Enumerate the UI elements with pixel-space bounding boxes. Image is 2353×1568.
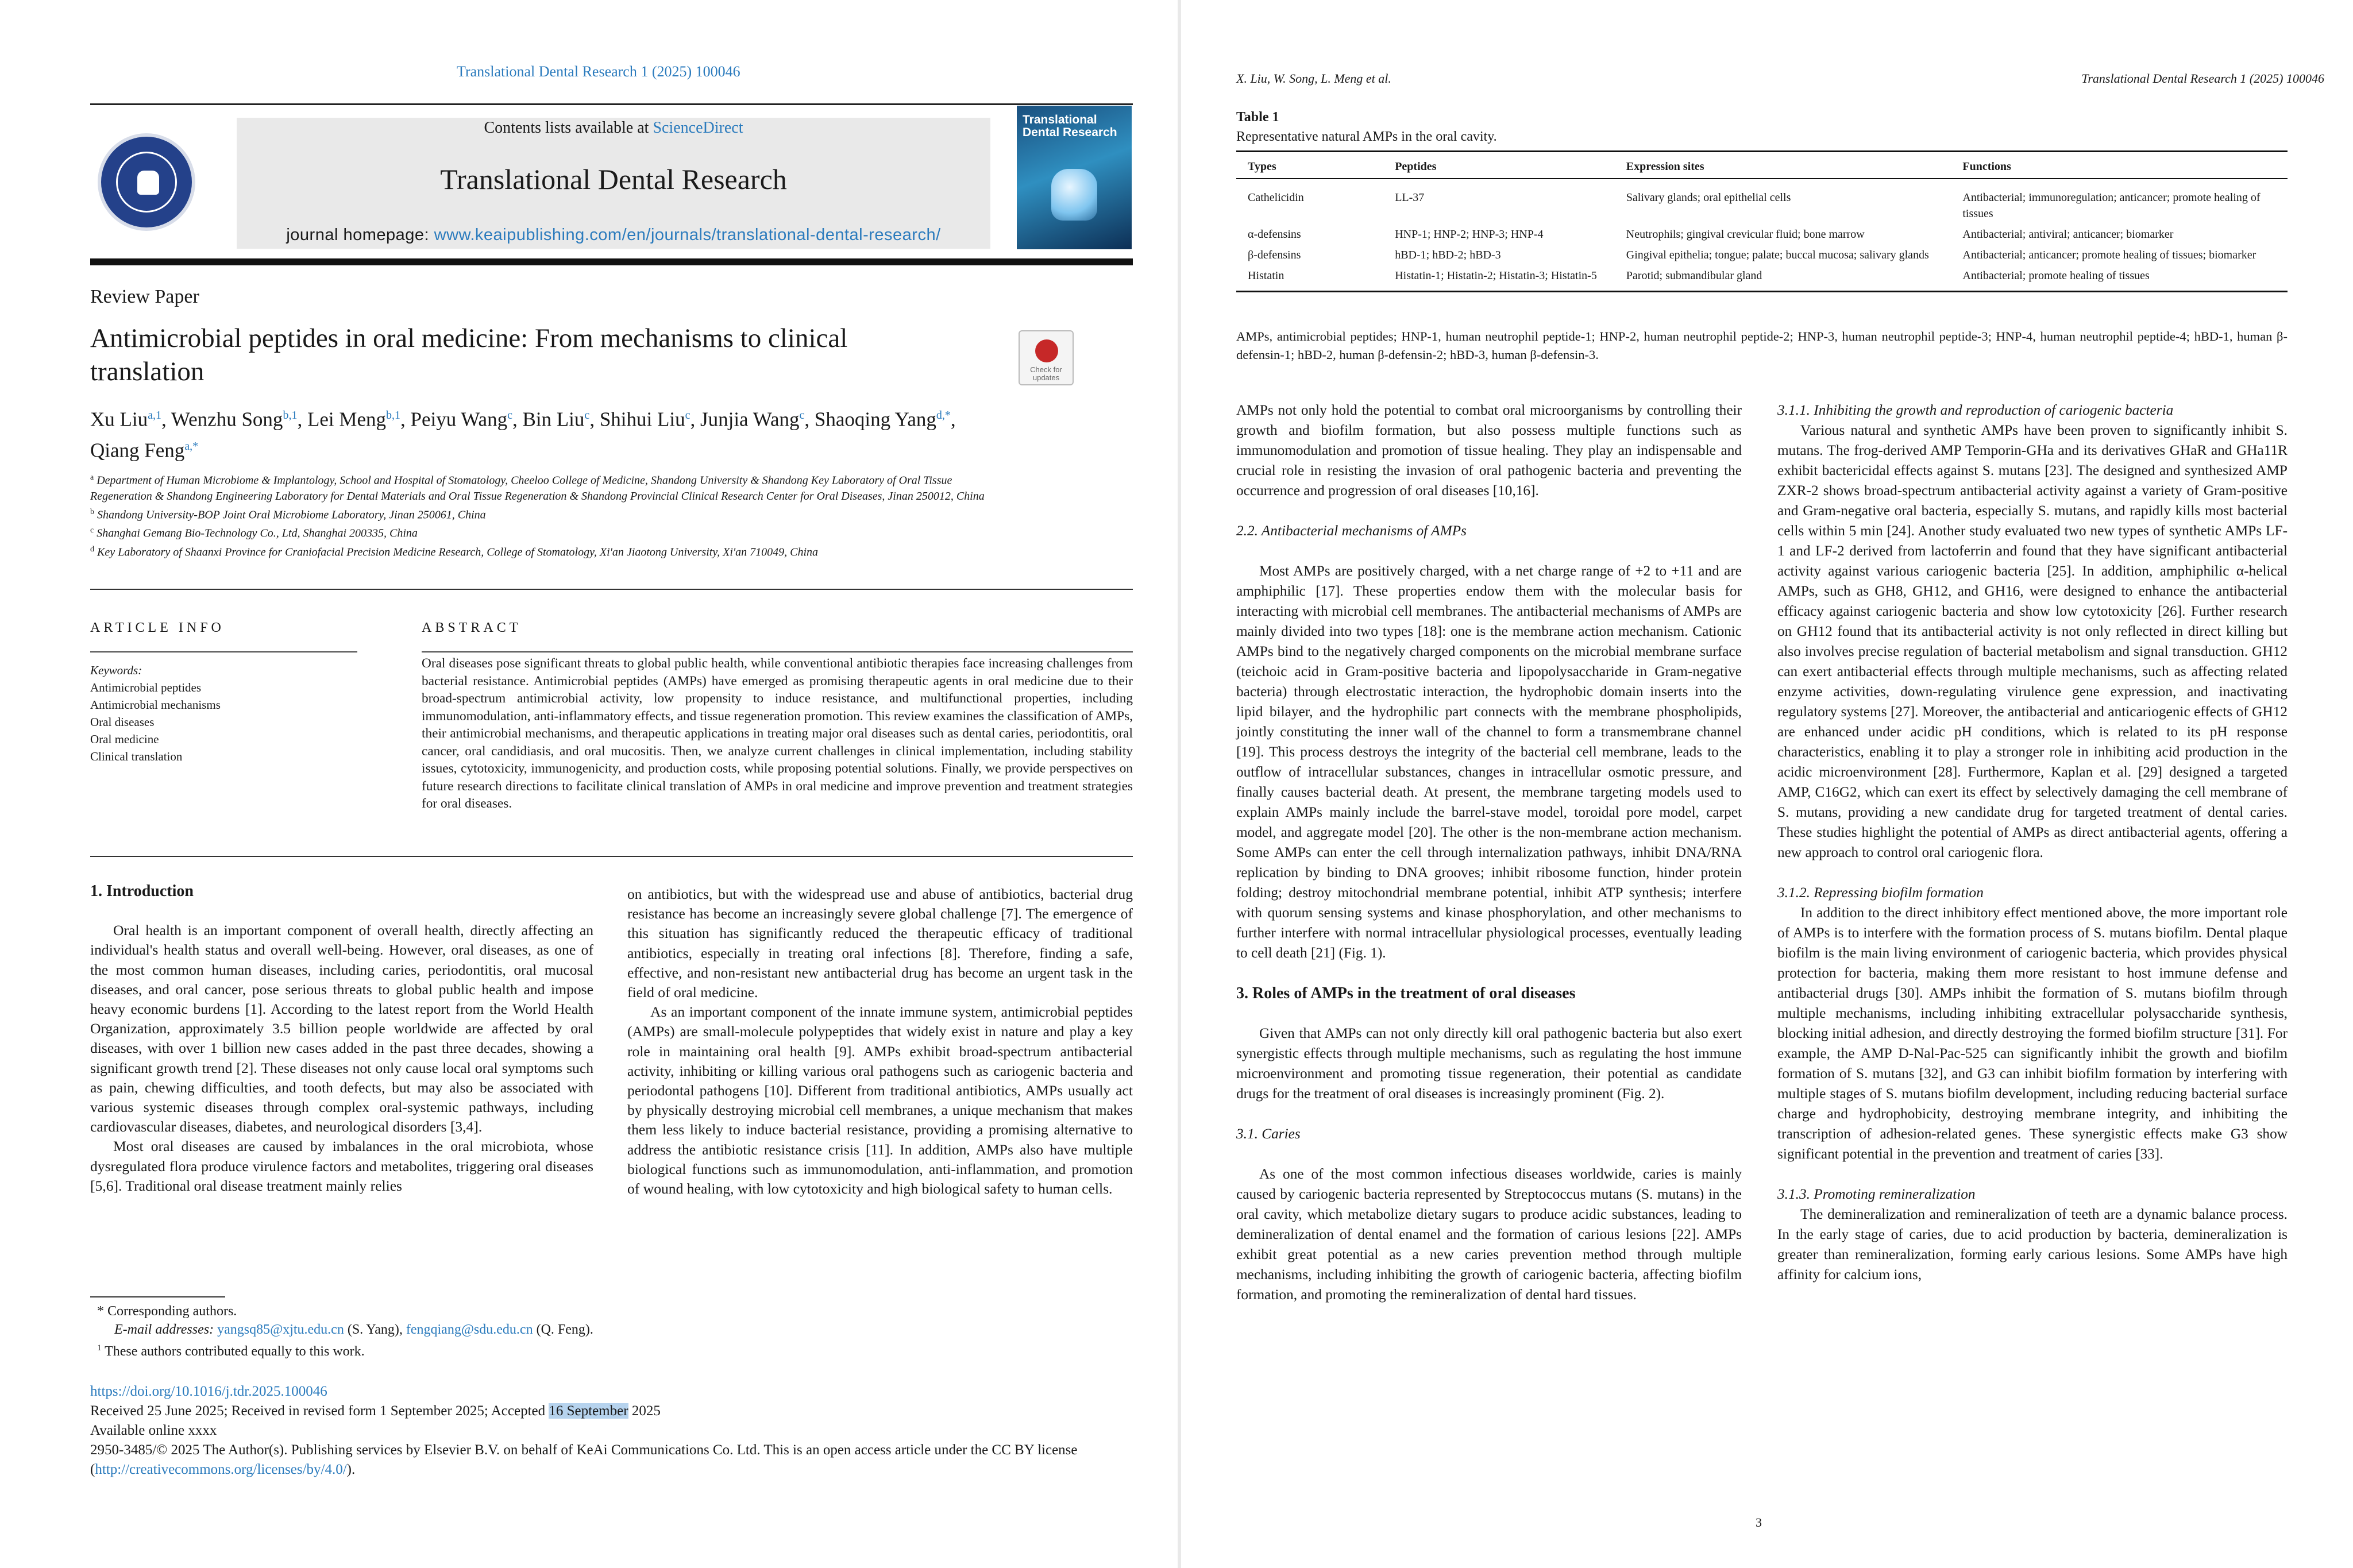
received-year: 2025 (628, 1403, 661, 1419)
author-affiliation-marker[interactable]: c (584, 409, 590, 422)
intro-column-2 (627, 885, 1133, 1199)
doi-link[interactable]: https://doi.org/10.1016/j.tdr.2025.100046 (90, 1384, 327, 1399)
license-link[interactable]: http://creativecommons.org/licenses/by/4.0/ (95, 1462, 347, 1477)
email-owner: (Q. Feng). (533, 1322, 593, 1337)
email-link[interactable]: yangsq85@xjtu.edu.cn (217, 1322, 344, 1337)
available-line: Available online xxxx (90, 1423, 217, 1438)
divider (422, 651, 1133, 652)
table-cell: β-defensins (1248, 249, 1301, 261)
section-heading: 2.2. Antibacterial mechanisms of AMPs (1236, 523, 1467, 539)
table-row (1236, 244, 2288, 264)
cover-tooth-icon (1051, 169, 1097, 221)
table-cell: Histatin (1236, 264, 1383, 292)
article-info-heading: ARTICLE INFO (90, 620, 225, 635)
journal-reference[interactable]: Translational Dental Research 1 (2025) 100046 (457, 63, 740, 80)
author-name: Peiyu Wang (410, 408, 508, 431)
keyword-item: Oral medicine (90, 732, 159, 746)
email-link[interactable]: fengqiang@sdu.edu.cn (406, 1322, 533, 1337)
journal-banner (237, 118, 990, 249)
author-affiliation-marker[interactable]: c (799, 409, 805, 422)
table-row (1236, 264, 2288, 292)
affiliation-text: Key Laboratory of Shaanxi Province for Craniofacial Precision Medicine Research, College of Stomatology, Xi'an Jiaotong University, Xi'an 710049, China (97, 546, 819, 559)
table-cell: Salivary glands; oral epithelial cells (1626, 191, 1791, 204)
affiliations (90, 470, 1009, 561)
affiliation-text: Shanghai Gemang Bio-Technology Co., Ltd, Shanghai 200335, China (97, 527, 418, 540)
author-separator: , (589, 408, 600, 431)
section-heading: 3. Roles of AMPs in the treatment of oral diseases (1236, 984, 1576, 1002)
footnote-email (90, 1320, 1133, 1339)
contents-line (237, 119, 990, 137)
license-end: ). (346, 1462, 356, 1477)
paragraph: Most oral diseases are caused by imbalances in the oral microbiota, whose dysregulated flora produce virulence factors and metabolites, triggering oral diseases [5,6]. Traditional oral disease treatment mainly relies (90, 1138, 593, 1194)
homepage-link[interactable]: www.keaipublishing.com/en/journals/translational-dental-research/ (434, 226, 941, 244)
author-separator: , (950, 408, 956, 431)
affiliation (90, 504, 1009, 523)
author-name: Wenzhu Song (171, 408, 283, 431)
section-heading: 1. Introduction (90, 882, 194, 900)
keywords-label: Keywords: (90, 663, 142, 677)
page-number: 3 (1756, 1515, 1762, 1530)
paragraph: Oral health is an important component of overall health, directly affecting an individual's health status and overall well-being. However, oral diseases, as one of the most common human diseases, including caries, periodontitis, oral mucosal diseases, and oral cancer, pose serious threats to global public health and impose heavy economic burdens [1]. According to the latest report from the World Health Organization, approximately 3.5 billion people worldwide are affected by oral diseases, with over 1 billion new cases added in the past three decades, showing a significant growth trend [2]. These diseases not only cause local oral symptoms such as pain, chewing difficulties, and tooth defects, but may also be associated with various systemic diseases through complex oral-systemic pathways, including cardiovascular diseases, diabetes, and neurological disorders [3,4]. (90, 922, 593, 1136)
table-cell: Antibacterial; anticancer; promote healing of tissues; biomarker (1962, 249, 2256, 261)
author-name: Shihui Liu (599, 408, 685, 431)
author-list (90, 402, 981, 464)
sciencedirect-link[interactable]: ScienceDirect (653, 119, 743, 137)
affiliation-text: Department of Human Microbiome & Implantology, School and Hospital of Stomatology, Cheeloo College of Medicine, Shandong University & Shandong Key Laboratory of Oral Tissue Regeneration & Shandong Engineering Laboratory for Dental Materials and Oral Tissue Regeneration & Shandong Provincial Clinical Research Center for Oral Diseases, Jinan 250012, China (90, 474, 985, 503)
author-name: Junjia Wang (700, 408, 800, 431)
license-line (90, 1440, 1133, 1480)
table-cell: Neutrophils; gingival crevicular fluid; bone marrow (1626, 228, 1865, 241)
paragraph: As one of the most common infectious diseases worldwide, caries is mainly caused by cariogenic bacteria represented by Streptococcus mutans (S. mutans) in the oral cavity, which metabolize dietary sugars to produce acidic substances, leading to demineralization of dental enamel and the formation of carious lesions [22]. AMPs exhibit great potential as a new caries prevention method through multiple mechanisms, including inhibiting the growth of cariogenic bacteria, affecting biofilm formation, and promoting the remineralization of dental hard tissues. (1236, 1166, 1742, 1303)
paragraph: In addition to the direct inhibitory effect mentioned above, the more important role of AMPs is to interfere with the formation process of S. mutans biofilm. Dental plaque biofilm is the main living environment of cariogenic bacteria, which provides physical protection for bacteria, making them more resistant to host immune defense and antibacterial drugs [30]. AMPs inhibit the formation of S. mutans biofilm through multiple mechanisms, including inhibiting extracellular polysaccharide synthesis, blocking initial adhesion, and directly destroying the formed biofilm structure [31]. For example, the AMP D-Nal-Pac-525 can significantly inhibit the growth and biofilm formation of S. mutans [32], and G3 can inhibit biofilm formation by interfering with multiple stages of S. mutans biofilm development, including reducing bacterial surface charge and hydrophobicity, destroying membrane integrity, and inhibiting the transcription of adhesion-related genes. These synergistic effects make G3 show significant potential in the prevention and treatment of caries [33]. (1777, 905, 2288, 1162)
footnotes (90, 1302, 1133, 1361)
table-cell: LL-37 (1395, 191, 1425, 204)
amp-table (1236, 150, 2288, 292)
affiliation-marker: c (90, 526, 94, 535)
keyword-item: Antimicrobial mechanisms (90, 698, 221, 712)
table-cell: Histatin-1; Histatin-2; Histatin-3; Histatin-5 (1383, 264, 1615, 292)
author-affiliation-marker[interactable]: a,* (184, 439, 199, 453)
author-name: Xu Liu (90, 408, 148, 431)
table-cell: HNP-1; HNP-2; HNP-3; HNP-4 (1395, 228, 1544, 241)
paragraph: As an important component of the innate immune system, antimicrobial peptides (AMPs) are small-molecule polypeptides that widely exist in nature and play a key role in maintaining oral health [9]. AMPs exhibit broad-spectrum antibacterial activity, inhibiting or killing various oral pathogens such as cariogenic bacteria and periodontal pathogens [10]. Different from traditional antibiotics, AMPs usually act by physically destroying microbial cell membranes, a unique mechanism that makes them less likely to induce bacterial resistance, providing a promising alternative to address the antibiotic resistance crisis [11]. In addition, AMPs also have multiple biological functions such as immunomodulation, anti-inflammation, and promotion of wound healing, with low cytotoxicity and high biological safety to human cells. (627, 1003, 1133, 1198)
divider (90, 103, 1133, 105)
author-separator: , (690, 408, 700, 431)
footnote-equal: $^1$ These authors contributed equally to this work. (97, 1343, 365, 1359)
table-cell: Parotid; submandibular gland (1615, 264, 1951, 292)
check-for-updates-button[interactable] (1019, 330, 1074, 385)
table-cell: Antibacterial; antiviral; anticancer; biomarker (1962, 228, 2174, 241)
footnote-text: These authors contributed equally to this work. (105, 1344, 365, 1359)
author-separator: , (512, 408, 523, 431)
author-affiliation-marker[interactable]: c (685, 409, 691, 422)
tooth-icon (137, 171, 159, 195)
keyword-item: Clinical translation (90, 750, 183, 763)
keyword-item: Antimicrobial peptides (90, 681, 202, 694)
table-row (1236, 179, 2288, 223)
journal-cover[interactable] (1017, 106, 1132, 249)
section-heading: 3.1.3. Promoting remineralization (1777, 1186, 1976, 1202)
affiliation-marker: a (90, 473, 94, 482)
table-cell: Antibacterial; immunoregulation; anticancer; promote healing of tissues (1962, 191, 2261, 220)
author-affiliation-marker[interactable]: a,1 (148, 409, 162, 422)
footnote-divider (90, 1296, 225, 1297)
homepage-line (237, 226, 990, 245)
divider-thick (90, 258, 1133, 265)
divider (90, 651, 357, 652)
paragraph: Given that AMPs can not only directly kill oral pathogenic bacteria but also exert synergistic effects through multiple mechanisms, such as regulating the host immune microenvironment and promoting tissue regeneration, their potential as candidate drugs for the treatment of oral diseases is increasingly prominent (Fig. 2). (1236, 1025, 1742, 1102)
author-affiliation-marker[interactable]: b,1 (283, 409, 298, 422)
affiliation-text: Shandong University-BOP Joint Oral Microbiome Laboratory, Jinan 250061, China (97, 508, 486, 522)
table-caption-text: Representative natural AMPs in the oral cavity. (1236, 129, 1497, 144)
paragraph: Most AMPs are positively charged, with a net charge range of +2 to +11 and are amphiphilic [17]. These properties endow them with the molecular basis for interacting with microbial cell membranes. The antibacterial mechanisms of AMPs are mainly divided into two types [18]: one is the membrane action mechanism. Cationic AMPs bind to the negatively charged components on the microbial membrane surface (teichoic acid in Gram-positive bacteria and lipopolysaccharide in Gram-negative bacteria) through electrostatic interaction, the hydrophobic domain inserts into the lipid bilayer, and the hydrophilic part connects with the membrane phospholipids, jointly constituting the inner wall of the channel to form a transmembrane channel [19]. This process destroys the integrity of the bacterial cell membrane, leads to the outflow of intracellular substances, changes in intracellular osmotic pressure, and finally causes bacterial death. At present, the membrane targeting models used to explain AMPs mainly include the barrel-stave model, toroidal pore model, carpet model, and aggregate model [20]. The other is the non-membrane action mechanism. Some AMPs can enter the cell through internalization pathways, inhibit DNA/RNA replication by binding to DNA grooves; inhibit ribosome function, hinder protein folding; destroy mitochondrial membrane potential, inhibit ATP synthesis; interfere with quorum sensing systems and kinase phosphorylation, and other mechanisms to further interfere with normal intracellular physiological processes, eventually leading to cell death [21] (Fig. 1). (1236, 563, 1742, 961)
table-header: Types (1236, 152, 1383, 179)
cover-title-line1: Translational (1023, 113, 1097, 126)
table-cell: Antibacterial; promote healing of tissues (1951, 264, 2288, 292)
author-affiliation-marker[interactable]: c (507, 409, 512, 422)
author-separator: , (400, 408, 411, 431)
update-badge-icon (1035, 339, 1058, 362)
right-column-1 (1236, 400, 1742, 1305)
author-separator: , (161, 408, 171, 431)
paragraph: Various natural and synthetic AMPs have been proven to significantly inhibit S. mutans. The frog-derived AMP Temporin-GHa and its derivatives GHaR and GHa11R exhibit bactericidal effects against S. mutans [23]. The designed and synthesized AMP ZXR-2 shows broad-spectrum antibacterial activity against a variety of Gram-positive and Gram-negative oral bacteria, especially S. mutans, and rapidly kills most bacterial cells within 5 min [24]. Another study evaluated two new types of synthetic AMPs LF-1 and LF-2 derived from lactoferrin and found that they have significant antibacterial activity against various cariogenic bacteria [25]. In addition, amphiphilic α-helical AMPs, such as GH8, GH12, and GH16, were designed to enhance the antibacterial efficacy against cariogenic bacteria and show low cytotoxicity [26]. Further research on GH12 found that its antibacterial activity is not only reflected in direct killing but also involves precise regulation of bacterial metabolism and signal transduction. GH12 can exert antibacterial effects through multiple mechanisms, such as affecting related enzyme activities, down-regulating virulence gene expression, and inactivating regulatory systems [27]. Moreover, the antibacterial and anticariogenic effects of GH12 are enhanced under acidic pH conditions, which is related to its pH response characteristics, enabling it to play a stronger role in inhibiting acid production in the acidic microenvironment [28]. Furthermore, Kaplan et al. [29] designed a targeted AMP, C16G2, which can exert its effect by selectively damaging the cell membrane of S. mutans, providing a new candidate drug for targeted treatment of dental caries. These studies highlight the potential of AMPs as direct antibacterial agents, offering a new approach to control oral cariogenic flora. (1777, 422, 2288, 860)
check-updates-label: Check for updates (1030, 365, 1062, 382)
publisher-logo-icon (98, 133, 195, 231)
author-name: Lei Meng (307, 408, 386, 431)
journal-name: Translational Dental Research (440, 163, 787, 195)
article-history (90, 1382, 1133, 1480)
keywords-block (90, 662, 221, 765)
paragraph: The demineralization and remineralization of teeth are a dynamic balance process. In the early stage of caries, due to acid production by bacteria, demineralization is greater than remineralization, forming early carious lesions. Some AMPs have high affinity for calcium ions, (1777, 1206, 2288, 1283)
author-separator: , (804, 408, 815, 431)
paragraph: on antibiotics, but with the widespread use and abuse of antibiotics, bacterial drug resistance has become an increasingly severe global challenge [7]. The emergence of this situation has significantly reduced the therapeutic efficacy of traditional antibiotics, especially in treating oral infections [8]. Therefore, finding a safe, effective, and non-resistant new antibacterial drug has become an urgent task in the field of oral medicine. (627, 886, 1133, 1001)
keyword-item: Oral diseases (90, 715, 155, 729)
table-header-row (1236, 152, 2288, 179)
logo-ring (116, 152, 177, 213)
right-column-2 (1777, 400, 2288, 1285)
author-separator: , (297, 408, 307, 431)
author-affiliation-marker[interactable]: d,* (936, 409, 951, 422)
highlighted-selection[interactable]: 16 September (549, 1403, 628, 1419)
email-owner: (S. Yang), (344, 1322, 406, 1337)
abstract-text: Oral diseases pose significant threats to global public health, while conventional antibiotic therapies face increasing challenges from bacterial resistance. Antimicrobial peptides (AMPs) have emerged as promising therapeutic agents in oral medicine due to their broad-spectrum antimicrobial activity, low propensity to induce resistance, and multifunctional properties, including immunomodulation, anti-inflammatory effects, and tissue regeneration promotion. This review examines the classification of AMPs, their antimicrobial mechanisms, and therapeutic applications in treating major oral diseases such as dental caries, periodontitis, oral cancer, oral candidiasis, and oral mucositis. Then, we analyze current challenges in clinical implementation, including stability issues, cytotoxicity, immunogenicity, and production costs, while proposing potential solutions. Finally, we provide perspectives on future research directions to facilitate clinical translation of AMPs in oral medicine and improve prevention and treatment strategies for oral diseases. (422, 656, 1133, 811)
table-cell: Gingival epithelia; tongue; palate; buccal mucosa; salivary glands (1626, 249, 1929, 261)
table-footnote: AMPs, antimicrobial peptides; HNP-1, human neutrophil peptide-1; HNP-2, human neutrophil peptide-2; HNP-3, human neutrophil peptide-3; HNP-4, human neutrophil peptide-4; hBD-1, human β-defensin-1; hBD-2, human β-defensin-2; hBD-3, human β-defensin-3. (1236, 329, 2288, 362)
right-page (1181, 0, 2353, 1568)
author-name: Shaoqing Yang (814, 408, 936, 431)
article-title: Antimicrobial peptides in oral medicine: From mechanisms to clinical translation (90, 323, 848, 387)
table-cell: hBD-1; hBD-2; hBD-3 (1395, 249, 1501, 261)
table-caption (1236, 107, 1497, 146)
email-label: E-mail addresses: (114, 1322, 218, 1337)
table-cell: Cathelicidin (1248, 191, 1304, 204)
author-name: Bin Liu (522, 408, 585, 431)
table-header: Expression sites (1615, 152, 1951, 179)
running-head-authors: X. Liu, W. Song, L. Meng et al. (1236, 71, 1391, 86)
received-line (90, 1401, 1133, 1421)
affiliation (90, 470, 1009, 504)
table-cell: α-defensins (1248, 228, 1301, 241)
intro-column-1 (90, 882, 593, 1196)
table-row (1236, 223, 2288, 244)
abstract-heading: ABSTRACT (422, 620, 522, 635)
footnote-text: Corresponding authors. (107, 1304, 237, 1319)
affiliation-marker: b (90, 507, 94, 516)
article-type: Review Paper (90, 286, 199, 307)
table-header: Functions (1951, 152, 2288, 179)
table-label: Table 1 (1236, 110, 1279, 125)
cover-title-line2: Dental Research (1023, 126, 1117, 139)
paragraph: AMPs not only hold the potential to combat oral microorganisms by controlling their growth and biofilm formation, but also possess multiple functions such as immunomodulation and promotion of tissue healing. They play an indispensable and crucial role in resisting the invasion of oral pathogenic bacteria and preventing the occurrence and progression of oral diseases [10,16]. (1236, 402, 1742, 499)
table-header: Peptides (1383, 152, 1615, 179)
author-affiliation-marker[interactable]: b,1 (385, 409, 400, 422)
divider (90, 856, 1133, 857)
section-heading: 3.1. Caries (1236, 1126, 1301, 1142)
running-head-journal: Translational Dental Research 1 (2025) 100046 (2081, 71, 2324, 86)
homepage-prefix: journal homepage: (286, 226, 434, 244)
cover-title (1023, 114, 1117, 139)
footnote-corresponding: * Corresponding authors. (90, 1304, 237, 1319)
license-text: 2950-3485/© 2025 The Author(s). Publishing services by Elsevier B.V. on behalf of KeAi Communications Co. Ltd. This is an open access article under the CC BY license ( (90, 1442, 1078, 1477)
received-text: Received 25 June 2025; Received in revised form 1 September 2025; Accepted (90, 1403, 549, 1419)
contents-prefix: Contents lists available at (484, 119, 653, 137)
section-heading: 3.1.2. Repressing biofilm formation (1777, 885, 1984, 901)
author-name: Qiang Feng (90, 439, 185, 462)
affiliation (90, 523, 1009, 542)
divider (90, 589, 1133, 590)
affiliation-marker: d (90, 544, 94, 554)
section-heading: 3.1.1. Inhibiting the growth and reproduction of cariogenic bacteria (1777, 402, 2174, 418)
affiliation (90, 542, 1009, 561)
